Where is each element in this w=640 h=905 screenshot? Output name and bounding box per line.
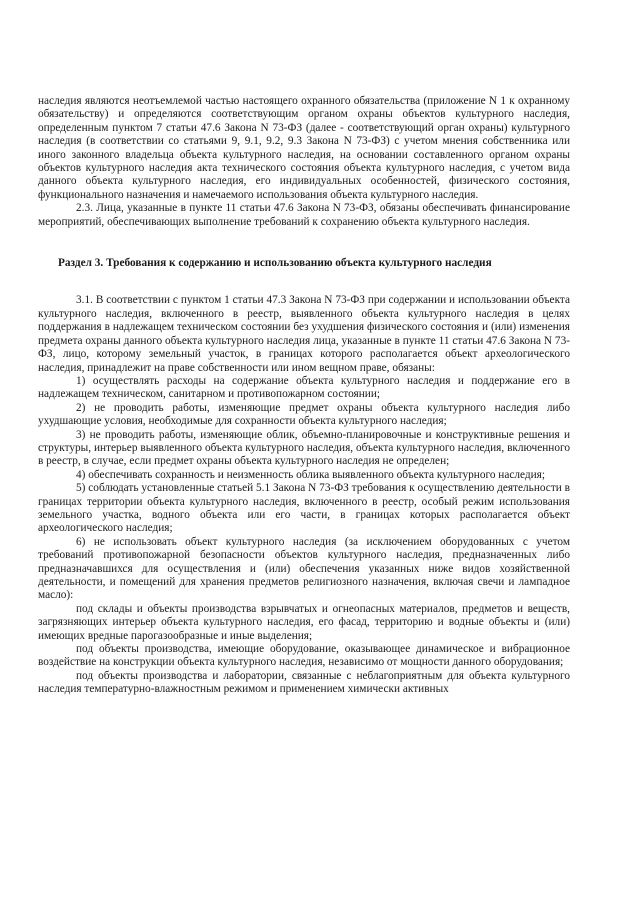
list-item-3: 3) не проводить работы, изменяющие облик, объемно-планировочные и конструктивные решения и структуры, интерьер выявленного объекта культурного наследия, объекта культурного наследия, включенного в реестр, в случае, если предмет охраны объекта культурного наследия не определен; — [38, 428, 570, 468]
list-item-6: 6) не использовать объект культурного наследия (за исключением оборудованных с учетом требований противопожарной безопасности объектов культурного наследия, предназначенных либо предназначавшихся для осуществления и (или) обеспечения указанных ниже видов хозяйственной деятельности, и помещений для хранения предметов религиозного назначения, включая свечи и лампадное масло): — [38, 535, 570, 602]
sub-item-laboratories: под объекты производства и лаборатории, связанные с неблагоприятным для объекта культурного наследия температурно-влажностным режимом и применением химически активных — [38, 669, 570, 696]
list-item-4: 4) обеспечивать сохранность и неизменность облика выявленного объекта культурного наследия; — [76, 468, 545, 481]
section-heading: Раздел 3. Требования к содержанию и использованию объекта культурного наследия — [58, 257, 492, 270]
sub-item-warehouses: под склады и объекты производства взрывчатых и огнеопасных материалов, предметов и веществ, загрязняющих интерьер объекта культурного наследия, его фасад, территорию и водные объекты и (или) имеющих вредные парогазообразные и иные выделения; — [38, 602, 570, 642]
document-page — [38, 95, 570, 697]
list-item-1: 1) осуществлять расходы на содержание объекта культурного наследия и поддержание его в надлежащем техническом, санитарном и противопожарном состоянии; — [38, 374, 570, 401]
list-item-2: 2) не проводить работы, изменяющие предмет охраны объекта культурного наследия либо ухудшающие условия, необходимые для сохранности объекта культурного наследия; — [38, 401, 570, 428]
paragraph-intro-1: наследия являются неотъемлемой частью настоящего охранного обязательства (приложение N 1 к охранному обязательству) и определяются соответствующим органом охраны объектов культурного наследия, определенным пунктом 7 статьи 47.6 Закона N 73-ФЗ (далее - соответствующий орган охраны) культурного наследия (в соответствии со статьями 9, 9.1, 9.2, 9.3 Закона N 73-ФЗ) с учетом мнения собственника или иного законного владельца объекта культурного наследия, на основании составленного органом охраны объектов культурного наследия акта технического состояния объекта культурного наследия, с учетом вида данного объекта культурного наследия, его индивидуальных особенностей, физического состояния, функционального назначения и намечаемого использования объекта культурного наследия. — [38, 95, 570, 201]
paragraph-2-3: 2.3. Лица, указанные в пункте 11 статьи 47.6 Закона N 73-ФЗ, обязаны обеспечивать финансирование мероприятий, обеспечивающих выполнение требований к сохранению объекта культурного наследия. — [38, 202, 570, 228]
list-item-5: 5) соблюдать установленные статьей 5.1 Закона N 73-ФЗ требования к осуществлению деятельности в границах территории объекта культурного наследия, включенного в реестр, особый режим использования земельного участка, водного объекта или его части, в границах которых располагается объект археологического наследия; — [38, 482, 570, 535]
paragraph-3-1: 3.1. В соответствии с пунктом 1 статьи 47.3 Закона N 73-ФЗ при содержании и использовании объекта культурного наследия, включенного в реестр, выявленного объекта культурного наследия в целях поддержания в надлежащем техническом состоянии без ухудшения физического состояния и (или) изменения предмета охраны данного объекта культурного наследия лица, указанные в пункте 11 статьи 47.6 Закона N 73-ФЗ, лицо, которому земельный участок, в границах которого располагается объект археологического наследия, принадлежит на праве собственности или ином вещном праве, обязаны: — [38, 294, 570, 374]
sub-item-production-equipment: под объекты производства, имеющие оборудование, оказывающее динамическое и вибрационное воздействие на конструкции объекта культурного наследия, независимо от мощности данного оборудования; — [38, 643, 570, 669]
